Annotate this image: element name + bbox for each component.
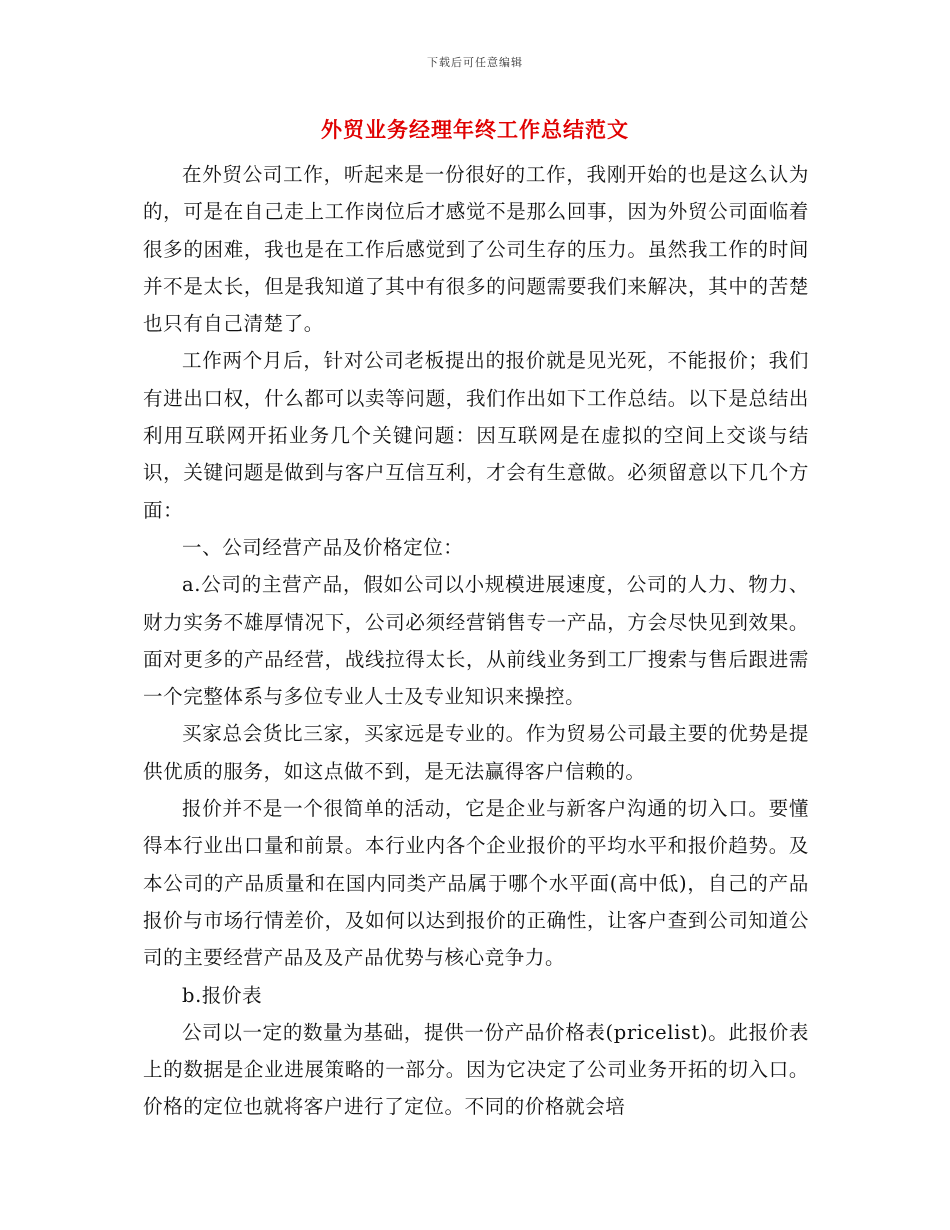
paragraph-price-list: 公司以一定的数量为基础，提供一份产品价格表(pricelist)。此报价表上的数据是企业进展策略的一部分。因为它决定了公司业务开拓的切入口。价格的定位也就将客户进行了定位。不同的价格就会培 <box>143 1020 809 1119</box>
document-title: 外贸业务经理年终工作总结范文 <box>321 117 629 142</box>
paragraph-buyers: 买家总会货比三家，买家远是专业的。作为贸易公司最主要的优势是提供优质的服务，如这点做不到，是无法赢得客户信赖的。 <box>143 722 809 783</box>
paragraph-quotation: 报价并不是一个很简单的活动，它是企业与新客户沟通的切入口。要懂得本行业出口量和前景。本行业内各个企业报价的平均水平和报价趋势。及本公司的产品质量和在国内同类产品属于哪个水平面(高中低)，自己的产品报价与市场行情差价，及如何以达到报价的正确性，让客户查到公司知道公司的主要经营产品及及产品优势与核心竞争力。 <box>143 797 809 970</box>
paragraph-intro: 在外贸公司工作，听起来是一份很好的工作，我刚开始的也是这么认为的，可是在自己走上工作岗位后才感觉不是那么回事，因为外贸公司面临着很多的困难，我也是在工作后感觉到了公司生存的压力。虽然我工作的时间并不是太长，但是我知道了其中有很多的问题需要我们来解决，其中的苦楚也只有自己清楚了。 <box>143 163 809 336</box>
document-body <box>143 156 809 1126</box>
paragraph-summary: 工作两个月后，针对公司老板提出的报价就是见光死，不能报价；我们有进出口权，什么都可以卖等问题，我们作出如下工作总结。以下是总结出利用互联网开拓业务几个关键问题：因互联网是在虚拟的空间上交谈与结识，关键问题是做到与客户互信互利，才会有生意做。必须留意以下几个方面： <box>143 349 809 522</box>
section-heading-1: 一、公司经营产品及价格定位： <box>182 535 464 559</box>
paragraph-main-product: a.公司的主营产品，假如公司以小规模进展速度，公司的人力、物力、财力实务不雄厚情况下，公司必须经营销售专一产品，方会尽快见到效果。面对更多的产品经营，战线拉得太长，从前线业务到工厂搜索与售后跟进需一个完整体系与多位专业人士及专业知识来操控。 <box>143 573 809 709</box>
subheading-price-list: b.报价表 <box>182 983 263 1007</box>
header-note: 下载后可任意编辑 <box>427 56 523 69</box>
